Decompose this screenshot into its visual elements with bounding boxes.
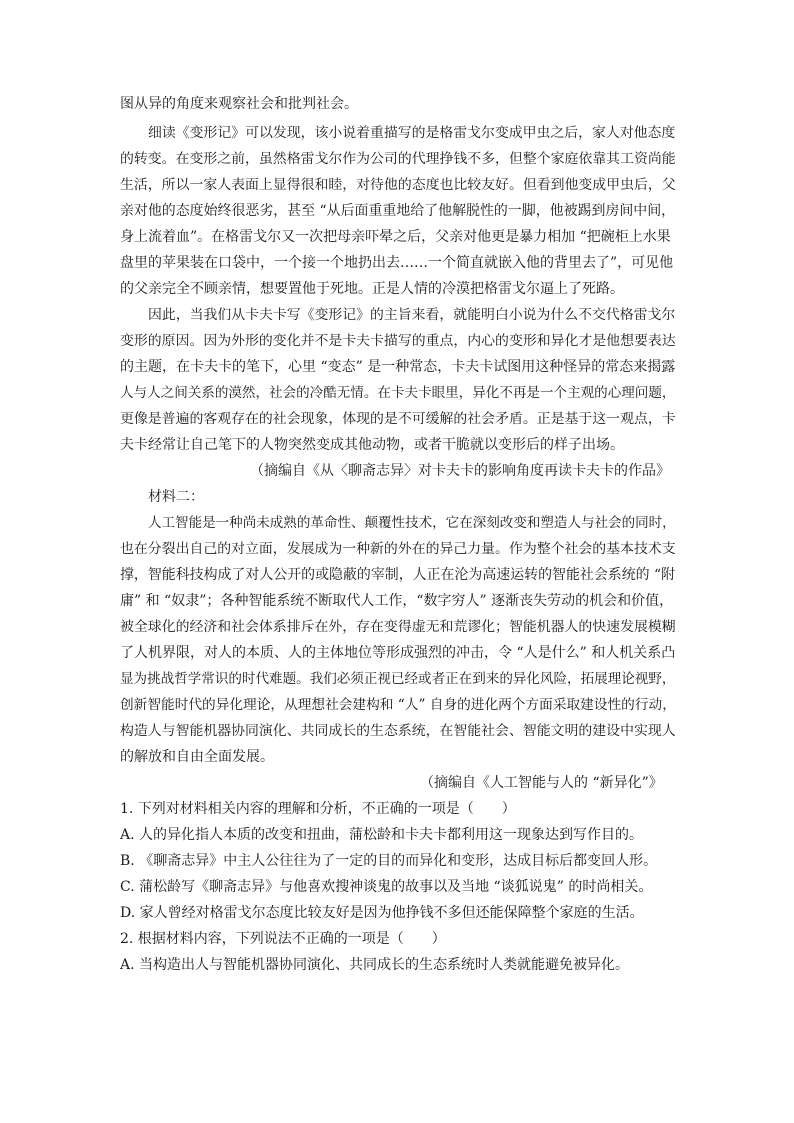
paragraph-line: 细读《变形记》可以发现，该小说着重描写的是格雷戈尔变成甲虫之后，家人对他态度 xyxy=(148,125,676,141)
paragraph-line: 构造人与智能机器协同演化、共同成长的生态系统，在智能社会、智能文明的建设中实现人 xyxy=(120,723,676,739)
paragraph-line: 了人机界限，对人的本质、人的主体地位等形成强烈的冲击，令 “人是什么” 和人机关系凸 xyxy=(120,645,676,661)
paragraph-line: 盘里的苹果装在口袋中，一个接一个地扔出去……一个简直就嵌入他的背里去了”，可见他 xyxy=(120,255,674,271)
paragraph-line: 的转变。在变形之前，虽然格雷戈尔作为公司的代理挣钱不多，但整个家庭依靠其工资尚能 xyxy=(120,151,676,167)
paragraph-line: 更像是普遍的客观存在的社会现象，体现的是不可缓解的社会矛盾。正是基于这一观点，卡 xyxy=(120,411,676,427)
paragraph-line: 的主题，在卡夫卡的笔下，心里 “变态” 是一种常态，卡夫卡试图用这种怪异的常态来揭露 xyxy=(120,359,676,375)
question-option: A. 人的异化指人本质的改变和扭曲，蒲松龄和卡夫卡都利用这一现象达到写作目的。 xyxy=(120,827,644,843)
question-option: D. 家人曾经对格雷戈尔态度比较友好是因为他挣钱不多但还能保障整个家庭的生活。 xyxy=(120,905,644,921)
paragraph-line: 身上流着血”。在格雷戈尔又一次把母亲吓晕之后，父亲对他更是暴力相加 “把碗柜上水果 xyxy=(120,229,671,245)
paragraph-line: 显为挑战哲学常识的时代难题。我们必须正视已经或者正在到来的异化风险，拓展理论视野， xyxy=(120,671,676,687)
paragraph-line: 变形的原因。因为外形的变化并不是卡夫卡描写的重点，内心的变形和异化才是他想要表达 xyxy=(120,333,676,349)
paragraph-line: 人工智能是一种尚未成熟的革命性、颠覆性技术，它在深刻改变和塑造人与社会的同时， xyxy=(148,515,676,531)
paragraph-line: 亲对他的态度始终很恶劣，甚至 “从后面重重地给了他解脱性的一脚，他被踢到房间中间， xyxy=(120,203,676,219)
question-option: B. 《聊斋志异》中主人公往往为了一定的目的而异化和变形，达成目标后都变回人形。 xyxy=(120,853,658,869)
paragraph-line: 的解放和自由全面发展。 xyxy=(120,749,274,765)
paragraph-line: 人与人之间关系的漠然，社会的冷酷无情。在卡夫卡眼里，异化不再是一个主观的心理问题， xyxy=(120,385,676,401)
paragraph-line: 的父亲完全不顾亲情，想要置他于死地。正是人情的冷漠把格雷戈尔逼上了死路。 xyxy=(120,281,624,297)
paragraph-line: 因此，当我们从卡夫卡写《变形记》的主旨来看，就能明白小说为什么不交代格雷戈尔 xyxy=(148,307,676,323)
paragraph-line: 也在分裂出自己的对立面，发展成为一种新的外在的异己力量。作为整个社会的基本技术支 xyxy=(120,541,676,557)
question-stem: 2. 根据材料内容，下列说法不正确的一项是（ ） xyxy=(120,931,446,947)
section-heading: 材料二： xyxy=(148,489,204,505)
paragraph-line: 图从异的角度来观察社会和批判社会。 xyxy=(120,96,358,112)
question-option: C. 蒲松龄写《聊斋志异》与他喜欢搜神谈鬼的故事以及当地 “谈狐说鬼” 的时尚相关。 xyxy=(120,879,653,895)
paragraph-line: 夫卡经常让自己笔下的人物突然变成其他动物，或者干脆就以变形后的样子出场。 xyxy=(120,437,624,453)
source-citation: （摘编自《从〈聊斋志异〉对卡夫卡的影响角度再读卡夫卡的作品》 xyxy=(250,463,670,479)
question-stem: 1. 下列对材料相关内容的理解和分析，不正确的一项是（ ） xyxy=(120,801,516,817)
paragraph-line: 撑，智能科技构成了对人公开的或隐蔽的宰制，人正在沦为高速运转的智能社会系统的 “附 xyxy=(120,567,676,583)
paragraph-line: 生活，所以一家人表面上显得很和睦，对待他的态度也比较友好。但看到他变成甲虫后，父 xyxy=(120,177,676,193)
source-citation: （摘编自《人工智能与人的 “新异化”》 xyxy=(420,775,663,791)
paragraph-line: 创新智能时代的异化理论，从理想社会建构和 “人” 自身的进化两个方面采取建设性的行动， xyxy=(120,697,676,713)
paragraph-line: 被全球化的经济和社会体系排斥在外，存在变得虚无和荒谬化；智能机器人的快速发展模糊 xyxy=(120,619,676,635)
paragraph-line: 庸” 和 “奴隶”；各种智能系统不断取代人工作，“数字穷人” 逐渐丧失劳动的机会和价值， xyxy=(120,593,674,609)
question-option: A. 当构造出人与智能机器协同演化、共同成长的生态系统时人类就能避免被异化。 xyxy=(120,957,630,973)
